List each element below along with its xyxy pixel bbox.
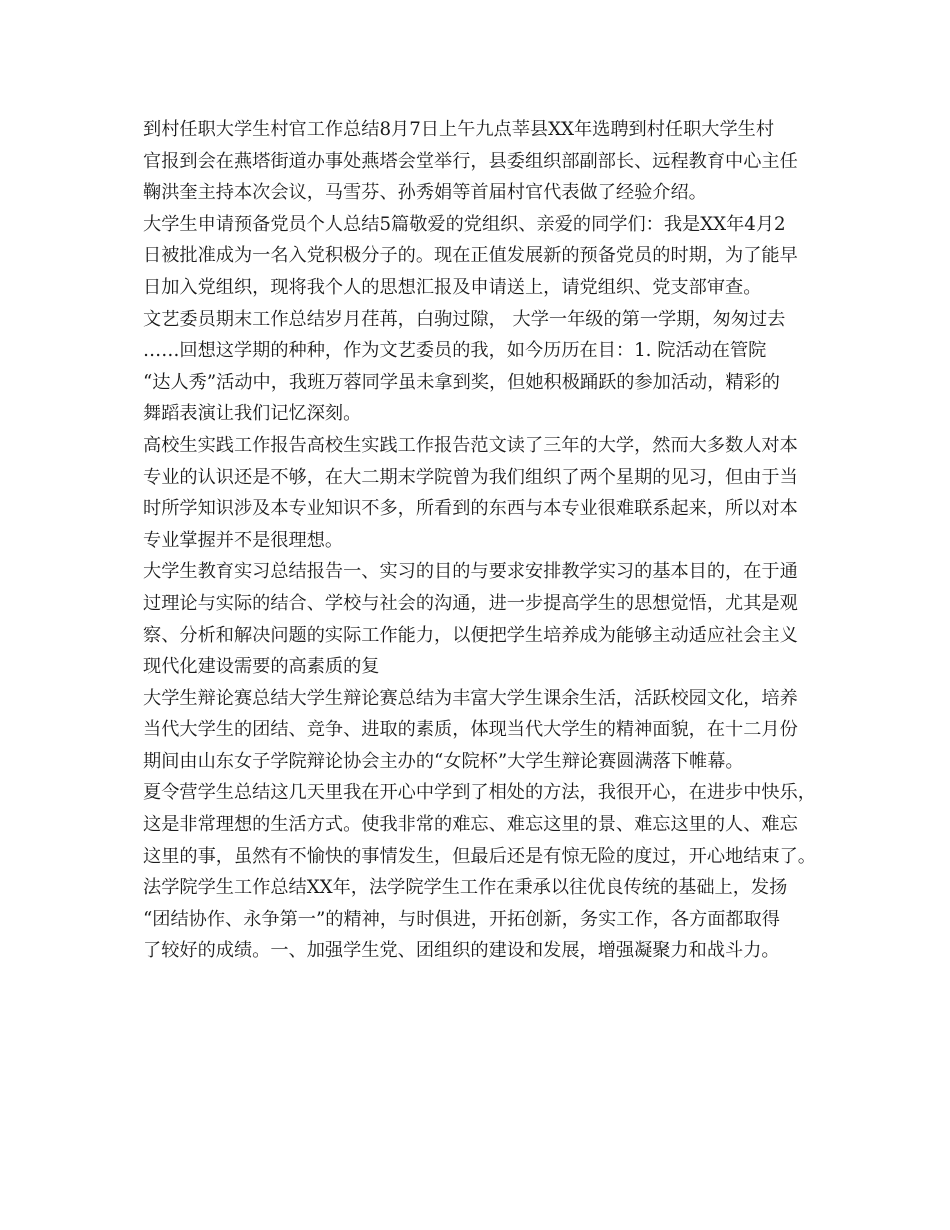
text-line: 时所学知识涉及本专业知识不多，所看到的东西与本专业很难联系起来，所以对本	[143, 498, 798, 520]
text-line: 日加入党组织，现将我个人的思想汇报及申请送上，请党组织、党支部审查。	[143, 276, 762, 298]
paragraph-debate-summary	[143, 683, 823, 778]
document-body	[143, 114, 823, 967]
text-line: 当代大学生的团结、竞争、进取的素质，体现当代大学生的精神面貌，在十二月份	[143, 719, 798, 741]
text-line: 官报到会在燕塔街道办事处燕塔会堂举行，县委组织部副部长、远程教育中心主任	[143, 150, 798, 172]
text-line: 这里的事，虽然有不愉快的事情发生，但最后还是有惊无险的度过，开心地结束了。	[143, 845, 816, 867]
paragraph-law-school-summary	[143, 872, 823, 967]
text-line: 夏令营学生总结这几天里我在开心中学到了相处的方法，我很开心，在进步中快乐，	[143, 782, 816, 804]
text-line: “达人秀”活动中，我班万蓉同学虽未拿到奖，但她积极踊跃的参加活动，精彩的	[143, 371, 780, 393]
text-line: ……回想这学期的种种，作为文艺委员的我，如今历历在目：1. 院活动在管院	[143, 340, 767, 362]
text-line: 舞蹈表演让我们记忆深刻。	[143, 403, 362, 425]
paragraph-practice-report	[143, 430, 823, 556]
text-line: 期间由山东女子学院辩论协会主办的“女院杯”大学生辩论赛圆满落下帷幕。	[143, 750, 744, 772]
text-line: 大学生教育实习总结报告一、实习的目的与要求安排教学实习的基本目的，在于通	[143, 561, 798, 583]
text-line: 大学生辩论赛总结大学生辩论赛总结为丰富大学生课余生活，活跃校园文化，培养	[143, 687, 798, 709]
text-line: 现代化建设需要的高素质的复	[143, 656, 380, 678]
text-line: 高校生实践工作报告高校生实践工作报告范文读了三年的大学，然而大多数人对本	[143, 434, 798, 456]
text-line: 专业的认识还是不够，在大二期末学院曾为我们组织了两个星期的见习，但由于当	[143, 466, 798, 488]
text-line: 大学生申请预备党员个人总结5篇敬爱的党组织、亲爱的同学们：我是XX年4月2	[143, 213, 786, 235]
text-line: 了较好的成绩。一、加强学生党、团组织的建设和发展，增强凝聚力和战斗力。	[143, 940, 780, 962]
paragraph-party-member-summary	[143, 209, 823, 304]
text-line: 鞠洪奎主持本次会议，马雪芬、孙秀娟等首届村官代表做了经验介绍。	[143, 182, 707, 204]
paragraph-arts-committee-summary	[143, 304, 823, 430]
text-line: 到村任职大学生村官工作总结8月7日上午九点莘县XX年选聘到村任职大学生村	[143, 119, 775, 140]
text-line: 法学院学生工作总结XX年，法学院学生工作在秉承以往优良传统的基础上，发扬	[143, 877, 788, 899]
paragraph-teaching-internship-report	[143, 556, 823, 682]
text-line: 日被批准成为一名入党积极分子的。现在正值发展新的预备党员的时期，为了能早	[143, 245, 798, 267]
text-line: 察、分析和解决问题的实际工作能力，以便把学生培养成为能够主动适应社会主义	[143, 624, 798, 646]
text-line: 这是非常理想的生活方式。使我非常的难忘、难忘这里的景、难忘这里的人、难忘	[143, 814, 798, 836]
paragraph-village-official-summary	[143, 114, 823, 209]
text-line: 专业掌握并不是很理想。	[143, 529, 344, 551]
text-line: 过理论与实际的结合、学校与社会的沟通，进一步提高学生的思想觉悟，尤其是观	[143, 592, 798, 614]
text-line: 文艺委员期末工作总结岁月荏苒，白驹过隙， 大学一年级的第一学期，匆匆过去	[143, 308, 786, 330]
paragraph-summer-camp-summary	[143, 777, 823, 872]
text-line: “团结协作、永争第一”的精神，与时俱进，开拓创新，务实工作，各方面都取得	[143, 908, 780, 930]
